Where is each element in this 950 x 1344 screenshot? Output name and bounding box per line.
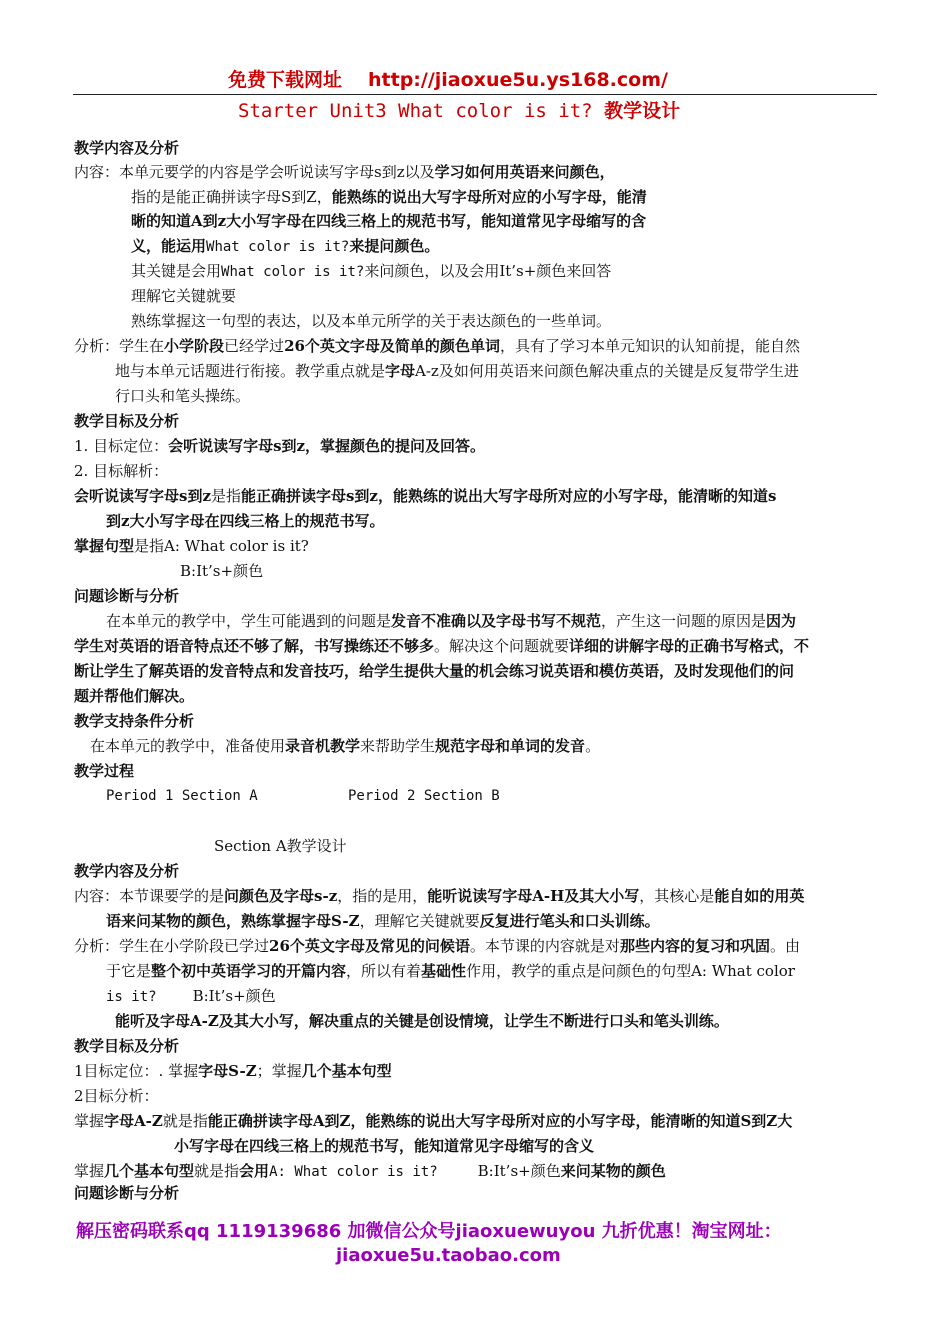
- unit-diagnosis-line-2: 学生对英语的语音特点还不够了解，书写操练还不够多。解决这个问题就要详细的讲解字母的正确书写格式，不: [74, 637, 810, 655]
- period-1: Period 1 Section A: [106, 788, 258, 804]
- section-a-analysis-line-3: is it? B:It’s+颜色: [106, 987, 276, 1005]
- unit-diagnosis-line-3: 断让学生了解英语的发音特点和发音技巧，给学生提供大量的机会练习说英语和模仿英语，及时发现他们的问: [74, 662, 795, 680]
- unit-support-heading: 教学支持条件分析: [74, 712, 195, 730]
- unit-process-heading: 教学过程: [74, 762, 135, 780]
- section-a-goal-heading: 教学目标及分析: [74, 1037, 180, 1055]
- unit-analysis-line-3: 行口头和笔头操练。: [115, 387, 251, 405]
- unit-analysis-line-1: 分析：学生在小学阶段已经学过26个英文字母及简单的颜色单词，具有了学习本单元知识的认知前提，能自然: [74, 337, 800, 355]
- unit-content-line-1: 内容：本单元要学的内容是学会听说读写字母s到z以及学习如何用英语来问颜色，: [74, 163, 615, 181]
- title-chinese: 教学设计: [604, 100, 681, 122]
- section-a-diagnosis-heading: 问题诊断与分析: [74, 1184, 180, 1202]
- period-2: Period 2 Section B: [348, 788, 500, 804]
- section-a-content-line-1: 内容：本节课要学的是问颜色及字母s-z，指的是用，能听说读写字母A-H及其大小写，其核心是能自如的用英: [74, 887, 805, 905]
- unit-key-line-1: 其关键是会用What color is it?来问颜色，以及会用It’s+颜色来回答: [131, 262, 612, 280]
- unit-key-line-3: 熟练掌握这一句型的表达，以及本单元所学的关于表达颜色的一些单词。: [131, 312, 612, 330]
- unit-content-heading: 教学内容及分析: [74, 139, 180, 157]
- section-a-title: Section A教学设计: [214, 837, 347, 855]
- download-header: [228, 68, 668, 92]
- header-url-link[interactable]: http://jiaoxue5u.ys168.com/: [368, 69, 668, 91]
- section-a-goal-2-label: 2目标分析：: [74, 1087, 159, 1105]
- unit-goal-2-label: 2. 目标解析：: [74, 462, 169, 480]
- section-a-goal-2-line-3: 掌握几个基本句型就是指会用A: What color is it? B:It’s+颜色来问某物的颜色: [74, 1162, 666, 1180]
- title-english: Starter Unit3 What color is it?: [238, 100, 593, 122]
- unit-goal-heading: 教学目标及分析: [74, 412, 180, 430]
- unit-analysis-line-2: 地与本单元话题进行衔接。教学重点就是字母A-z及如何用英语来问颜色解决重点的关键是反复带学生进: [115, 362, 799, 380]
- unit-diagnosis-line-1: 在本单元的教学中，学生可能遇到的问题是发音不准确以及字母书写不规范，产生这一问题的原因是因为: [106, 612, 797, 630]
- section-a-goal-2-line-2: 小写字母在四线三格上的规范书写，能知道常见字母缩写的含义: [174, 1137, 595, 1155]
- unit-content-line-4: 义，能运用What color is it?来提问颜色。: [131, 237, 440, 255]
- section-a-analysis-line-4: 能听及字母A-Z及其大小写，解决重点的关键是创设情境，让学生不断进行口头和笔头训练。: [115, 1012, 729, 1030]
- unit-pattern-line-1: 掌握句型是指A: What color is it?: [74, 537, 309, 555]
- section-a-goal-1: 1目标定位：. 掌握字母S-Z；掌握几个基本句型: [74, 1062, 392, 1080]
- footer-line-1: 解压密码联系qq 1119139686 加微信公众号jiaoxuewuyou 九折优惠！淘宝网址：: [76, 1221, 782, 1242]
- unit-content-line-2: 指的是能正确拼读字母S到Z，能熟练的说出大写字母所对应的小写字母，能清: [131, 188, 647, 206]
- section-a-analysis-line-2: 于它是整个初中英语学习的开篇内容，所以有着基础性作用，教学的重点是问颜色的句型A: What color: [106, 962, 795, 980]
- unit-diagnosis-heading: 问题诊断与分析: [74, 587, 180, 605]
- unit-content-line-3: 晰的知道A到z大小写字母在四线三格上的规范书写，能知道常见字母缩写的含: [131, 212, 647, 230]
- section-a-content-line-2: 语来问某物的颜色，熟练掌握字母S-Z，理解它关键就要反复进行笔头和口头训练。: [106, 912, 660, 930]
- unit-goal-2-line-1: 会听说读写字母s到z是指能正确拼读字母s到z，能熟练的说出大写字母所对应的小写字母，能清晰的知道s: [74, 487, 777, 505]
- section-a-content-heading: 教学内容及分析: [74, 862, 180, 880]
- section-a-goal-2-line-1: 掌握字母A-Z就是指能正确拼读字母A到Z，能熟练的说出大写字母所对应的小写字母，能清晰的知道S到Z大: [74, 1112, 793, 1130]
- section-a-analysis-line-1: 分析：学生在小学阶段已学过26个英文字母及常见的问候语。本节课的内容就是对那些内容的复习和巩固。由: [74, 937, 800, 955]
- unit-goal-1: 1. 目标定位：会听说读写字母s到z，掌握颜色的提问及回答。: [74, 437, 486, 455]
- header-rule: [73, 94, 877, 95]
- unit-goal-2-line-2: 到z大小写字母在四线三格上的规范书写。: [106, 512, 385, 530]
- unit-pattern-line-2: B:It’s+颜色: [180, 562, 264, 580]
- unit-diagnosis-line-4: 题并帮他们解决。: [74, 687, 195, 705]
- unit-key-line-2: 理解它关键就要: [131, 287, 237, 305]
- header-label: 免费下载网址: [228, 69, 343, 91]
- unit-support-line: 在本单元的教学中，准备使用录音机教学来帮助学生规范字母和单词的发音。: [90, 737, 601, 755]
- page-title: [238, 99, 680, 123]
- footer-taobao-link[interactable]: jiaoxue5u.taobao.com: [336, 1245, 561, 1266]
